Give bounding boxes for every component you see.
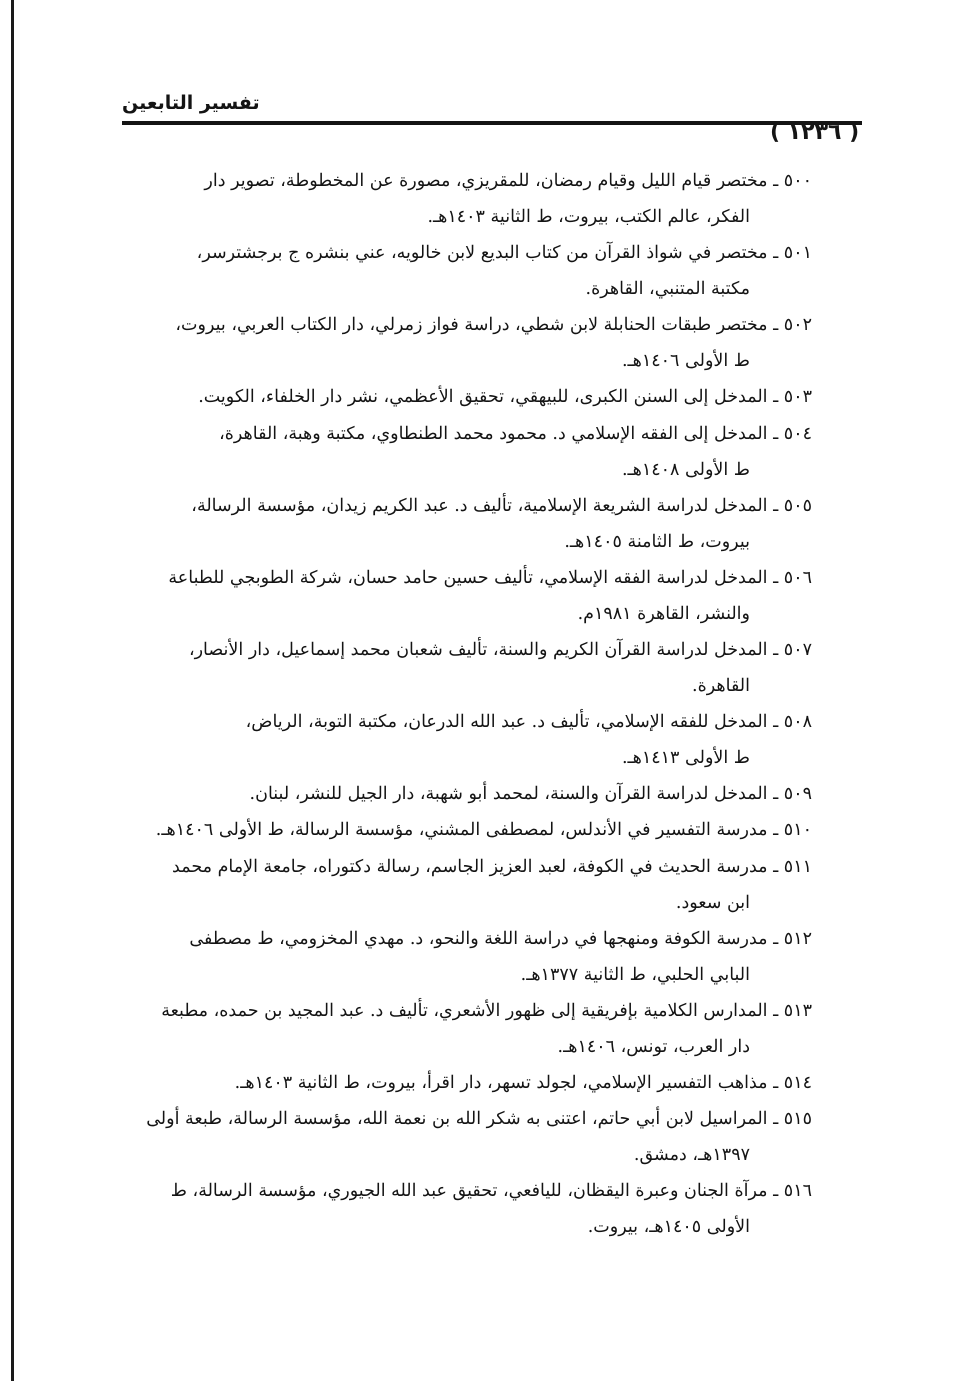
entry-line: ٥٠٤ ـ المدخل إلى الفقه الإسلامي د. محمود محمد الطنطاوي، مكتبة وهبة، القاهرة، bbox=[219, 423, 812, 444]
entry-line: ٥٠٩ ـ المدخل لدراسة القرآن والسنة، لمحمد أبو شهبة، دار الجيل للنشر، لبنان. bbox=[249, 783, 812, 804]
entry-continuation-line: القاهرة. bbox=[692, 675, 750, 696]
bibliography-entry bbox=[100, 379, 812, 416]
page-edge-shadow bbox=[11, 0, 14, 1381]
entry-line: ٥١٢ ـ مدرسة الكوفة ومنهجها في دراسة اللغة والنحو، د. مهدي المخزومي، ط مصطفى bbox=[189, 928, 812, 949]
bibliography-entry bbox=[100, 416, 812, 488]
bibliography-entry bbox=[100, 704, 812, 776]
bibliography-entry bbox=[100, 632, 812, 704]
header-rule bbox=[122, 121, 862, 125]
entry-continuation-line: البابي الحلبي، ط الثانية ١٣٧٧هـ. bbox=[520, 964, 750, 985]
bibliography-entry bbox=[100, 1065, 812, 1102]
bibliography-entry bbox=[100, 1101, 812, 1173]
entry-line: ٥١٤ ـ مذاهب التفسير الإسلامي، لجولد تسهر، دار اقرأ، بيروت، ط الثانية ١٤٠٣هـ. bbox=[234, 1072, 812, 1093]
bibliography-entry bbox=[100, 993, 812, 1065]
entry-line: ٥٠٣ ـ المدخل إلى السنن الكبرى، للبيهقي، تحقيق الأعظمي، نشر دار الخلفاء، الكويت. bbox=[198, 387, 812, 407]
entry-continuation-line: ١٣٩٧هـ، دمشق. bbox=[633, 1145, 750, 1165]
entry-continuation-line: ط الأولى ١٤٠٨هـ. bbox=[621, 459, 750, 480]
entry-line: ٥٠٦ ـ المدخل لدراسة الفقه الإسلامي، تأليف حسين حامد حسان، شركة الطوبجي للطباعة bbox=[168, 567, 812, 588]
bibliography-list bbox=[100, 163, 812, 1245]
bibliography-entry bbox=[100, 488, 812, 560]
bibliography-entry bbox=[100, 849, 812, 921]
entry-line: ٥٠١ ـ مختصر في شواذ القرآن من كتاب البديع لابن خالويه، عني بنشره ج برجشترسر، bbox=[196, 243, 812, 263]
entry-line: ٥٠٥ ـ المدخل لدراسة الشريعة الإسلامية، تأليف د. عبد الكريم زيدان، مؤسسة الرسالة، bbox=[191, 495, 812, 516]
bibliography-entry bbox=[100, 776, 812, 813]
entry-continuation-line: الأولى ١٤٠٥هـ، بيروت. bbox=[587, 1217, 750, 1237]
entry-line: ٥١١ ـ مدرسة الحديث في الكوفة، لعبد العزيز الجاسم، رسالة دكتوراه، جامعة الإمام محمد bbox=[172, 856, 812, 877]
entry-line: ٥١٦ ـ مرآة الجنان وعبرة اليقظان، لليافعي، تحقيق عبد الله الجيوري، مؤسسة الرسالة، ط bbox=[170, 1181, 812, 1201]
bibliography-entry bbox=[100, 812, 812, 849]
entry-continuation-line: الفكر، عالم الكتب، بيروت، ط الثانية ١٤٠٣هـ. bbox=[427, 207, 750, 227]
entry-line: ٥٠٢ ـ مختصر طبقات الحنابلة لابن شطي، دراسة فواز زمرلي، دار الكتاب العربي، بيروت، bbox=[175, 315, 812, 335]
entry-continuation-line: مكتبة المتنبي، القاهرة. bbox=[585, 279, 750, 299]
bibliography-entry bbox=[100, 1173, 812, 1245]
entry-line: ٥١٥ ـ المراسيل لابن أبي حاتم، اعتنى به شكر الله بن نعمة الله، مؤسسة الرسالة، طبعة أولى bbox=[146, 1109, 812, 1129]
entry-continuation-line: بيروت، ط الثامنة ١٤٠٥هـ. bbox=[564, 531, 750, 552]
entry-line: ٥٠٠ ـ مختصر قيام الليل وقيام رمضان، للمقريزي، مصورة عن المخطوطة، تصوير دار bbox=[204, 171, 812, 191]
entry-line: ٥٠٨ ـ المدخل للفقه الإسلامي، تأليف د. عبد الله الدرعان، مكتبة التوبة، الرياض، bbox=[245, 711, 812, 732]
entry-continuation-line: والنشر، القاهرة ١٩٨١م. bbox=[577, 603, 750, 624]
entry-line: ٥١٠ ـ مدرسة التفسير في الأندلس، لمصطفى المشني، مؤسسة الرسالة، ط الأولى ١٤٠٦هـ. bbox=[155, 820, 812, 840]
entry-continuation-line: ابن سعود. bbox=[675, 892, 750, 913]
running-header-title: تفسير التابعين bbox=[122, 92, 260, 114]
bibliography-entry bbox=[100, 235, 812, 307]
bibliography-entry bbox=[100, 921, 812, 993]
bibliography-entry bbox=[100, 560, 812, 632]
page-number: ( ١٢٣٦ ) bbox=[770, 120, 860, 145]
entry-continuation-line: ط الأولى ١٤٠٦هـ. bbox=[621, 351, 750, 371]
bibliography-entry bbox=[100, 307, 812, 379]
entry-line: ٥٠٧ ـ المدخل لدراسة القرآن الكريم والسنة، تأليف شعبان محمد إسماعيل، دار الأنصار، bbox=[188, 639, 812, 660]
entry-line: ٥١٣ ـ المدارس الكلامية بإفريقية إلى ظهور الأشعري، تأليف د. عبد المجيد بن حمده، مطبعة bbox=[161, 1000, 812, 1021]
entry-continuation-line: ط الأولى ١٤١٣هـ. bbox=[621, 747, 750, 768]
bibliography-entry bbox=[100, 163, 812, 235]
entry-continuation-line: دار العرب، تونس، ١٤٠٦هـ. bbox=[557, 1036, 750, 1057]
